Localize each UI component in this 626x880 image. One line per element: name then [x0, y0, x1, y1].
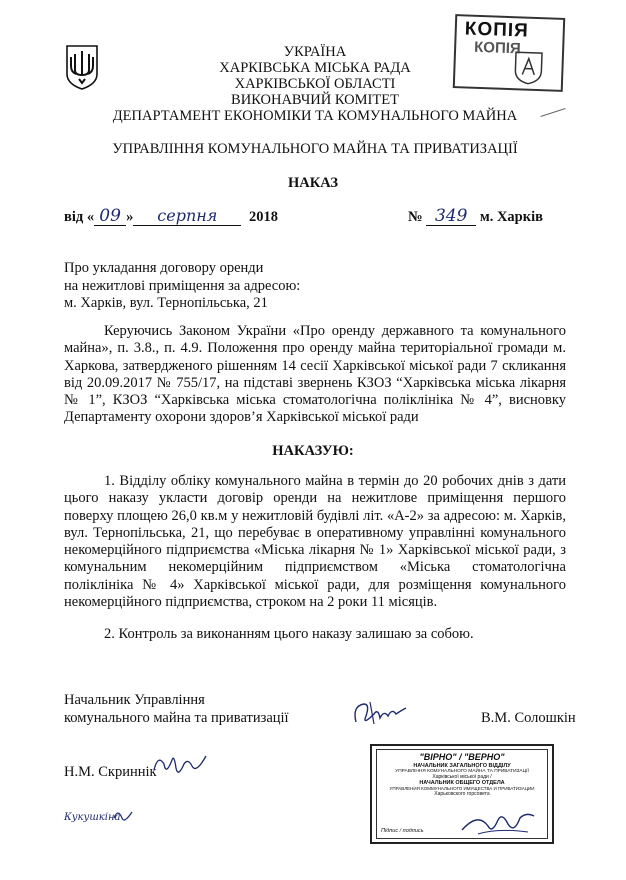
approver-name: Кукушкіна [64, 812, 121, 823]
signatory-title-line: Начальник Управління [64, 692, 205, 708]
subject-block [64, 260, 300, 313]
header-region: ХАРКІВСЬКОЇ ОБЛАСТІ [234, 76, 396, 92]
director-signature-icon [350, 696, 410, 730]
header-council: ХАРКІВСЬКА МІСЬКА РАДА [219, 60, 411, 76]
order-item-2: 2. Контроль за виконанням цього наказу залишаю за собою. [104, 626, 474, 642]
verified-stamp-line: Харьковского горсовета [434, 791, 490, 797]
city: м. Харків [479, 209, 543, 225]
header-department: ДЕПАРТАМЕНТ ЕКОНОМІКИ ТА КОМУНАЛЬНОГО МАЙНА [112, 108, 518, 124]
approver-signature-icon [112, 806, 134, 826]
subject-line: Про укладання договору оренди [64, 260, 264, 276]
order-heading: НАКАЗУЮ: [272, 443, 354, 459]
copy-stamp [453, 14, 566, 92]
date-day: 09 [94, 208, 126, 226]
order-number: 349 [426, 208, 476, 226]
coat-of-arms-icon [64, 44, 100, 90]
header-directorate: УПРАВЛІННЯ КОМУНАЛЬНОГО МАЙНА ТА ПРИВАТИЗАЦІЇ [112, 141, 518, 157]
date-month: серпня [133, 208, 241, 226]
verified-stamp [370, 744, 554, 844]
signatory-title-line: комунального майна та приватизації [64, 709, 289, 726]
header-committee: ВИКОНАВЧИЙ КОМІТЕТ [231, 92, 399, 108]
subject-line: на нежитлові приміщення за адресою: [64, 277, 301, 294]
verified-stamp-line: УПРАВЛІННЯ КОМУНАЛЬНОГО МАЙНА ТА ПРИВАТИЗАЦІЇ [395, 769, 529, 774]
verified-stamp-signature-icon [458, 808, 538, 838]
order-item-1: 1. Відділу обліку комунального майна в термін до 20 робочих днів з дати цього наказу укласти договір оренди на нежитлове приміщення першого поверху площею 26,0 кв.м у нежитловій будівлі літ. «А-2» за адресою: м. Харків, вул. Тернопільська, 21, що перебуває в оперативному управлінні комунального некомерційного підприємства «Міська лікарня № 1» Харківської міської ради, з комунальним некомерційним підприємством «Міська стоматологічна поліклініка № 4» Харківської міської ради, для розміщення комунального некомерційного підприємства, строком на 2 роки 11 місяців. [64, 473, 566, 611]
signatory-name: В.М. Солошкін [481, 710, 576, 726]
verified-stamp-line: Харківської міської ради / [432, 774, 492, 780]
date-prefix: від « [64, 209, 95, 225]
verified-stamp-line: НАЧАЛЬНИК ЗАГАЛЬНОГО ВІДДІЛУ [413, 763, 511, 769]
executor-signature-icon [150, 750, 210, 784]
number-prefix: № [408, 209, 423, 225]
signatory-title [64, 692, 289, 727]
executor-name: Н.М. Скриннік [64, 764, 157, 780]
verified-stamp-line: НАЧАЛЬНИК ОБЩЕГО ОТДЕЛА [419, 780, 505, 786]
pen-stroke [540, 108, 565, 117]
verified-stamp-line: УПРАВЛЕНИЯ КОММУНАЛЬНОГО ИМУЩЕСТВА И ПРИВАТИЗАЦИИ [389, 786, 535, 791]
copy-stamp-label-2: КОПІЯ [473, 38, 522, 58]
copy-stamp-label: КОПІЯ [464, 18, 530, 42]
order-number-line [408, 208, 543, 226]
stamp-emblem-icon [513, 50, 544, 85]
header-country: УКРАЇНА [283, 44, 347, 60]
verified-stamp-title: "ВІРНО" / "ВЕРНО" [419, 752, 505, 762]
subject-line: м. Харків, вул. Тернопільська, 21 [64, 295, 268, 311]
date-year: 2018 [248, 209, 278, 225]
doc-title: НАКАЗ [287, 175, 339, 191]
preamble: Керуючись Законом України «Про оренду державного та комунального майна», п. 3.8., п. 4.9. Положення про оренду майна територіальної громади м. Харкова, затвердженого рішенням 14 сесії Харківської міської ради 7 скликання від 20.09.2017 № 755/17, на підставі звернень КЗОЗ “Харківська міська лікарня № 1”, КЗОЗ “Харківська міська стоматологічна поліклініка № 4”, висновку Департаменту охорони здоров’я Харківської міської ради [64, 323, 566, 426]
date-mid: » [126, 209, 134, 225]
date-line [64, 208, 278, 226]
verified-stamp-line: Підпис / подпись [381, 828, 424, 834]
